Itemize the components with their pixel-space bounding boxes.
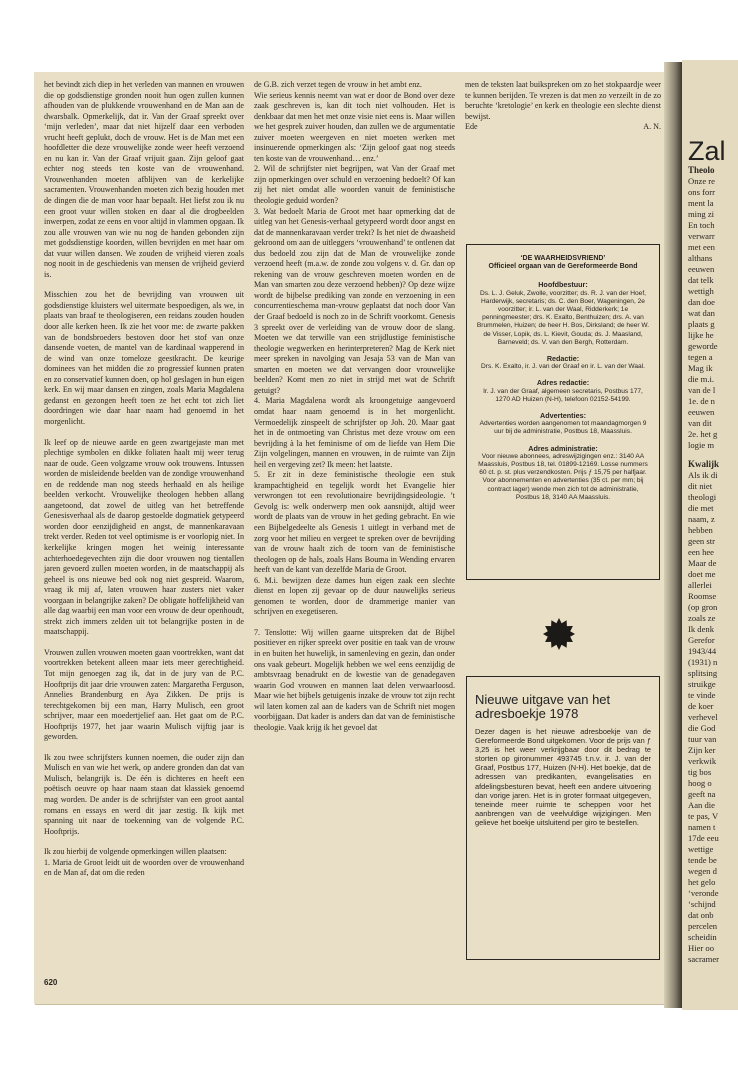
next-page-line: die m.i. <box>688 374 715 384</box>
next-page-line: die God <box>688 723 716 733</box>
next-page-line: Hier oo <box>688 943 715 953</box>
next-page-line: plaats g <box>688 319 715 329</box>
next-page-line: een hee <box>688 547 714 557</box>
next-page-line: scheidin <box>688 932 717 942</box>
masthead-title: ‘DE WAARHEIDSVRIEND’ <box>520 255 606 262</box>
next-page-line: Maar de <box>688 558 717 568</box>
next-page-line: 1e. de n <box>688 396 715 406</box>
masthead-text: Ir. J. van der Graaf, algemeen secretaris, Postbus 177, 1270 AD Huizen (N-H), telefoon 02152-54199. <box>483 387 643 403</box>
announcement-title: Nieuwe uitgave van het adresboekje 1978 <box>475 692 611 721</box>
next-page-line: Zijn ker <box>688 745 716 755</box>
masthead-subtitle: Officieel orgaan van de Gereformeerde Bond <box>488 263 638 271</box>
next-page-line: dat telk <box>688 275 714 285</box>
next-page-line: met een <box>688 242 715 252</box>
next-page <box>682 60 738 1010</box>
next-page-line: te vinde <box>688 690 716 700</box>
next-page-line: Gerefor <box>688 635 715 645</box>
paragraph: 7. Tenslotte: Wij willen gaarne uitspreken dat de Bijbel positiever en rijker spreekt over positie en taak van de vrouw in en buiten het huwelijk, in samenleving en gezin, dan onder ons vaak gebeurt. Mogelijk hebben we wel eens eenzijdig de ambtsvraag benadrukt en de kwestie van de genadegaven waarin God vrouwen en mannen laat delen verwaarloosd. Maar wie het bijbels getuigenis inzake de vrouw tot zijn recht wil laten komen zal aan de kaders van de Schrift niet mogen voorbijgaan. Dat kader is anders dan dat van de feministische theologie. Vaak krijg ik het gevoel dat <box>254 627 455 732</box>
announcement-box <box>466 676 660 960</box>
next-page-line: percelen <box>688 921 718 931</box>
paragraph: Ik zou hierbij de volgende opmerkingen willen plaatsen: <box>44 847 227 857</box>
next-page-line: (1931) n <box>688 657 718 667</box>
next-page-line: wegen d <box>688 866 717 876</box>
paragraph: Misschien zou het de bevrijding van vrouwen uit godsdienstige kluisters wel uitermate bespoedigen, als we, in plaats van braaf te theologiseren, een reidans zouden houden door alle kerken heen. Ik zie het voor me: de zwarte pakken van de bondsbroeders bestoven door het stof van onze dansende voeten, de mantel van de kardinaal wapperend in de wind van onze tomeloze geestkracht. De keurige dominees van het midden die zo progressief kunnen praten en zo conservatief kunnen doen, op hol geslagen in hun eigen kerk. En wij maar dansen en zingen, zoals Maria Magdalena gedanst en gezongen heeft toen ze het echt tot zich liet doordringen wie daar haar naam had genoemd in het morgenlicht. <box>44 290 244 426</box>
next-page-line: dan doe <box>688 297 715 307</box>
next-page-line: te pas, V <box>688 811 719 821</box>
next-page-line: Theolo <box>688 165 715 175</box>
masthead-text: Voor nieuwe abonnees, adreswijzigingen enz.: 3140 AA Maassluis, Postbus 18, tel. 01899-12169. Losse nummers 60 ct. p. st. plus verzendkosten. Prijs ƒ 15,75 per halfjaar. Voor abonnementen en advertenties (35 ct. per mm; bij contract lager) wende men zich tot de administratie, Postbus 18, 3140 AA Maassluis. <box>478 452 648 501</box>
next-page-line: En toch <box>688 220 715 230</box>
next-page-lines <box>688 165 738 451</box>
next-page-line: ‘schijnd <box>688 899 716 909</box>
next-page-line: 1943/44 <box>688 646 717 656</box>
next-page-line: doet me <box>688 569 716 579</box>
next-page-line: Mag ik <box>688 363 713 373</box>
masthead-heading: Redactie: <box>546 354 580 364</box>
next-page-line: tuur van <box>688 734 717 744</box>
next-page-line: geen str <box>688 536 715 546</box>
next-page-line: theologi <box>688 492 717 502</box>
next-page-line: lijke he <box>688 330 714 340</box>
announcement-body: Dezer dagen is het nieuwe adresboekje van de Gereformeerde Bond uitgekomen. Voor de prijs van ƒ 3,25 is het weer verkrijgbaar door dit bedrag te storten op gironummer 493745 t.n.v. ir. J. van der Graaf, Postbus 177, Huizen (N-H). Het boekje, dat de adressen van predikanten, evangelisaties en afdelingsbesturen bevat, heeft een andere uitvoering dan vorige jaren. Het is in groter formaat uitgegeven, teneinde meer ruimte te scheppen voor het aanbrengen van de veelvuldige wijzigingen. Men gelieve het boekje uitsluitend per giro te bestellen. <box>475 727 651 827</box>
masthead-text: Ds. L. J. Geluk, Zwolle, voorzitter; ds. R. J. van der Hoef, Harderwijk, secretaris; ds. C. den Boer, Wageningen, 2e voorzitter; ir. L. van der Waal, Ridderkerk; 1e penningmeester; drs. K. Exalto, Benthuizen; drs. A. van Brummelen, Huizen; de heer H. Bos, Dirksland; de heer W. de Visser, Lopik, ds. L. Kievit, Gouda; ds. J. Maasland, Barneveld; ds. V. van den Bergh, Rotterdam. <box>476 289 650 346</box>
article-column-3 <box>465 80 661 133</box>
paragraph: 1. Maria de Groot leidt uit de woorden over de vrouwenhand en de Man af, dat om die reden <box>44 857 244 878</box>
masthead-text: Advertenties worden aangenomen tot maandagmorgen 9 uur bij de administratie, Postbus 18, Maassluis. <box>479 420 647 436</box>
paragraph: 4. Maria Magdalena wordt als kroongetuige aangevoerd omdat haar naam genoemd is in het morgenlicht. Vermoedelijk zinspeelt de schrijfster op Joh. 20. Maar gaat het in de ontmoeting van Christus met deze vrouw om een bevrijding à la het feminisme of om de liefde van Hem Die Zijn volgelingen, mannen en vrouwen, in de ruimte van Zijn heil en vergeving zet? Ik meen: het laatste. <box>254 396 455 469</box>
next-page-line: ment la <box>688 198 714 208</box>
binding-gutter <box>664 62 682 1008</box>
next-page-line: struikge <box>688 679 716 689</box>
next-page-lines-2 <box>688 470 738 965</box>
paragraph: Vrouwen zullen vrouwen moeten gaan voortrekken, want dat voortrekken betekent alleen maar iets meer gerechtigheid. Tot mijn genoegen zag ik, dat in de jury van de P.C. Hooftprijs dit jaar drie vrouwen zaten: Margaretha Ferguson, Annelies Brandenburg en Aya Zikken. De prijs is terechtgekomen bij een man, Harry Mulisch, een groot schrijver, maar een moedertjelief aan. Het gaat om de P.C. Hooftprijs 1977, het jaar waarin Mulisch vijftig jaar is geworden. <box>44 647 244 742</box>
paragraph: 3. Wat bedoelt Maria de Groot met haar opmerking dat de uitleg van het Genesis-verhaal getypeerd wordt door angst en dat de mannenkaravaan verder trekt? Is het niet de dwaasheid gekroond om aan de uitleggers ‘vrouwenhand’ te ontlenen dat dus bedoeld zou zijn dat de Man de vrouwelijke zonde verzoend heeft (m.a.w. de zonde zou volgens v. d. Gr. dan op rekening van de vrouw geschreven moeten worden en de Man van smarten zou deze verzoend hebben)? Op deze wijze wordt de bijbelse prediking van zonde en verzoening in een concurrentieschema man-vrouw geplaatst dat noch door Van der Graaf bedoeld is noch zo in de Schrift voorkomt. Genesis 3 spreekt over de verleiding van de vrouw door de slang. Moeten we dat terwille van een strijdlustige feministische theologie wegwerken en herinterpreteren? Mag de Kerk niet meer spreken in navolging van Jesaja 53 van de Man van smarten en moeten we dat vervangen door vrouwelijke beelden? Komt men zo niet in strijd met wat de Schrift getuigt? <box>254 206 455 395</box>
paragraph: Ik leef op de nieuwe aarde en geen zwartgejaste man met plechtige symbolen en dikke foliaten haalt mij weer terug naar de oude. Geen volgzame vrouw ook trouwens. Intussen worden de misleidende beelden van de zondige vrouwenhand en de reddende man nog steeds herhaald en als heilige beelden verkocht. Vrouwelijke theologen hebben allang aangetoond, dat zowel de uitleg van het betreffende Genesisverhaal als de daarop gestoelde dogmatiek getypeerd worden door eenzijdigheid en angst, de mannenkaravaan trekt verder. Reden tot veel optimisme is er voorlopig niet. In kerkelijke kringen mogen het weinig interessante achterhoedegevechten zijn die door vrouwen nog tientallen jaren gevoerd zullen moeten worden, in de maatschappij als geheel is ons nieuwe bed ook nog niet gespreid. Waarom, vraag ik mij af, laten vrouwen haar zusters niet vaker voorgaan in belangrijke zaken? De obligate hoffelijkheid van alle dag waarbij een man voor een vrouw de deur openhoudt, strekt zich immers zelden uit tot belangrijke posten in de maatschappij. <box>44 437 244 637</box>
article-column-1 <box>44 80 244 889</box>
masthead-text: Drs. K. Exalto, ir. J. van der Graaf en ir. L. van der Waal. <box>481 363 645 371</box>
signature-place: Ede <box>465 122 478 132</box>
seal-ornament-icon <box>543 618 575 650</box>
paragraph: het bevindt zich diep in het verleden van mannen en vrouwen die op godsdienstige gronden nooit hun ogen zullen kunnen afhouden van de plukkende vrouwenhand en de Man aan de dwarsbalk. Opmerkelijk, dat ir. Van der Graaf spreekt over ‘mijn verleden’, maar dat niet hijzelf daar een verboden vrucht heeft geplukt, doch de vrouw. Het is de Man met een hoofdletter die deze vrouwelijke zonde weer heeft verzoend en nu kan ir. Van der Graaf vrijuit gaan. Zijn geloof gaat echter nog steeds ten koste van de vrouwenhand. Vrouwenhanden moeten afblijven van de kerkelijke sacramenten. Vrouwenhanden moeten zich bezig houden met de dingen die de man voor haar bepaalt. Het liefst zou ik nu een groot vuur willen stoken en daar al die drogbeelden inwerpen, zodat ze eens en voor altijd in vlammen opgaan. Ik zou alle vrouwen van wie nu nog de handen gebonden zijn met godsdienstige koorden, willen bevrijden en met haar om dat vuur willen dansen. We zouden de vrijheid vieren zoals nog nooit in de geschiedenis van mensen de vrijheid gevierd is. <box>44 80 244 279</box>
next-page-line: logie m <box>688 440 715 450</box>
paragraph: Wie serieus kennis neemt van wat er door de Bond over deze zaak geschreven is, kan dit toch niet volhouden. Het is denkbaar dat men het met onze visie niet eens is. Maar willen we het gesprek zuiver houden, dan zullen we de argumentatie zuiver moeten weergeven en niet moeten werken met insinuerende opmerkingen als: ‘Zijn geloof gaat nog steeds ten koste van de vrouwenhand… enz.’ <box>254 90 455 163</box>
next-page-line: hoog o <box>688 778 712 788</box>
next-page-line: van dit <box>688 418 712 428</box>
next-page-line: Als ik di <box>688 470 718 480</box>
next-page-line: eeuwen <box>688 264 715 274</box>
paragraph: men de teksten laat buikspreken om zo het stokpaardje weer te kunnen berijden. Te vrezen is dat men zo verzeilt in de zo beruchte ‘kretologie’ en kerk en theologie een slechte dienst bewijst. <box>465 80 661 121</box>
next-page-line: namen t <box>688 822 716 832</box>
next-page-line: tende be <box>688 855 717 865</box>
next-page-heading: Zal <box>688 136 726 166</box>
next-page-line: (op gron <box>688 602 718 612</box>
next-page-line: verwarr <box>688 231 715 241</box>
next-page-line: 17de eeu <box>688 833 719 843</box>
next-page-line: Roomse <box>688 591 717 601</box>
next-page-line: verkwik <box>688 756 717 766</box>
masthead-heading: Advertenties: <box>540 411 586 421</box>
next-page-line: tegen a <box>688 352 713 362</box>
next-page-line: Ik denk <box>688 624 715 634</box>
next-page-line: zoals ze <box>688 613 716 623</box>
next-page-line: het gelo <box>688 877 716 887</box>
next-page-line: splitsing <box>688 668 718 678</box>
paragraph: Ik zou twee schrijfsters kunnen noemen, die ouder zijn dan Mulisch en van wie het werk, op andere gronden dan dat van Mulisch, belangrijk is. De één is dichteres en heeft een poëtisch oeuvre op haar naam staan dat klassiek genoemd mag worden. De ander is de schrijfster van een groot aantal romans en essays en werd dit jaar zestig. Ik kijk met spanning uit naar de toekenning van de volgende P.C. Hooftprijs. <box>44 752 244 836</box>
next-page-line: dat onb <box>688 910 714 920</box>
masthead-box <box>466 244 660 580</box>
masthead-heading: Adres redactie: <box>536 378 590 388</box>
next-page-line: 2e. het g <box>688 429 718 439</box>
next-page-text <box>688 138 738 965</box>
paragraph: 6. M.i. bewijzen deze dames hun eigen zaak een slechte dienst en lopen zij gevaar op de duur nauwelijks serieus genomen te worden, door de drammerige manier van schrijven en exegetiseren. <box>254 575 455 617</box>
next-page-line: geworde <box>688 341 718 351</box>
next-page-line: dit niet <box>688 481 713 491</box>
next-page-line: de koer <box>688 701 714 711</box>
next-page-line: wettigh <box>688 286 714 296</box>
next-page-line: ‘veronde <box>688 888 719 898</box>
masthead-heading: Hoofdbestuur: <box>538 280 588 290</box>
next-page-line: ons forr <box>688 187 715 197</box>
next-page-line: van de l <box>688 385 716 395</box>
signature-initials: A. N. <box>643 122 661 132</box>
paragraph: 2. Wil de schrijfster niet begrijpen, wat Van der Graaf met zijn opmerkingen over schuld en verzoening bedoelt? Of kan zij het niet omdat alle woorden vanuit de feministische theologie geduid worden? <box>254 164 455 206</box>
next-page-line: eeuwen <box>688 407 715 417</box>
paragraph: de G.B. zich verzet tegen de vrouw in het ambt enz. <box>254 80 422 89</box>
next-page-line: allerlei <box>688 580 712 590</box>
next-page-line: wettige <box>688 844 714 854</box>
next-page-line: geeft na <box>688 789 716 799</box>
next-page-line: tig bos <box>688 767 712 777</box>
next-page-line: die met <box>688 503 714 513</box>
next-page-line: hebben <box>688 525 713 535</box>
next-page-line: naam, z <box>688 514 715 524</box>
next-page-line: ming zi <box>688 209 715 219</box>
paragraph: 5. Er zit in deze feministische theologie een stuk krampachtigheid en tegelijk wordt het Evangelie hier verwrongen tot een revolutionaire bevrijdingsideologie. ’t Gevolg is: welk onderwerp men ook aansnijdt, altijd weer wordt de plaats van de vrouw in het geding gebracht. En wie een Bijbelgedeelte als Genesis 1 uitlegt in verband met de zorg voor het milieu en vergeet te spreken over de bevrijding van de vrouw haalt zich de toorn van de feministische theologen op de hals, zoals Hans Bouma in Wending ervaren heeft van de kant van dezelfde Maria de Groot. <box>254 470 455 575</box>
signature <box>465 122 661 133</box>
masthead-heading: Adres administratie: <box>528 443 598 453</box>
next-page-line: althans <box>688 253 713 263</box>
next-page-subheading: Kwalijk <box>688 459 720 469</box>
next-page-line: wat dan <box>688 308 715 318</box>
next-page-line: verhevel <box>688 712 718 722</box>
next-page-line: Onze re <box>688 176 715 186</box>
next-page-line: Aan die <box>688 800 715 810</box>
page-number: 620 <box>44 978 58 987</box>
article-column-2 <box>254 80 455 743</box>
next-page-line: sacramer <box>688 954 720 964</box>
